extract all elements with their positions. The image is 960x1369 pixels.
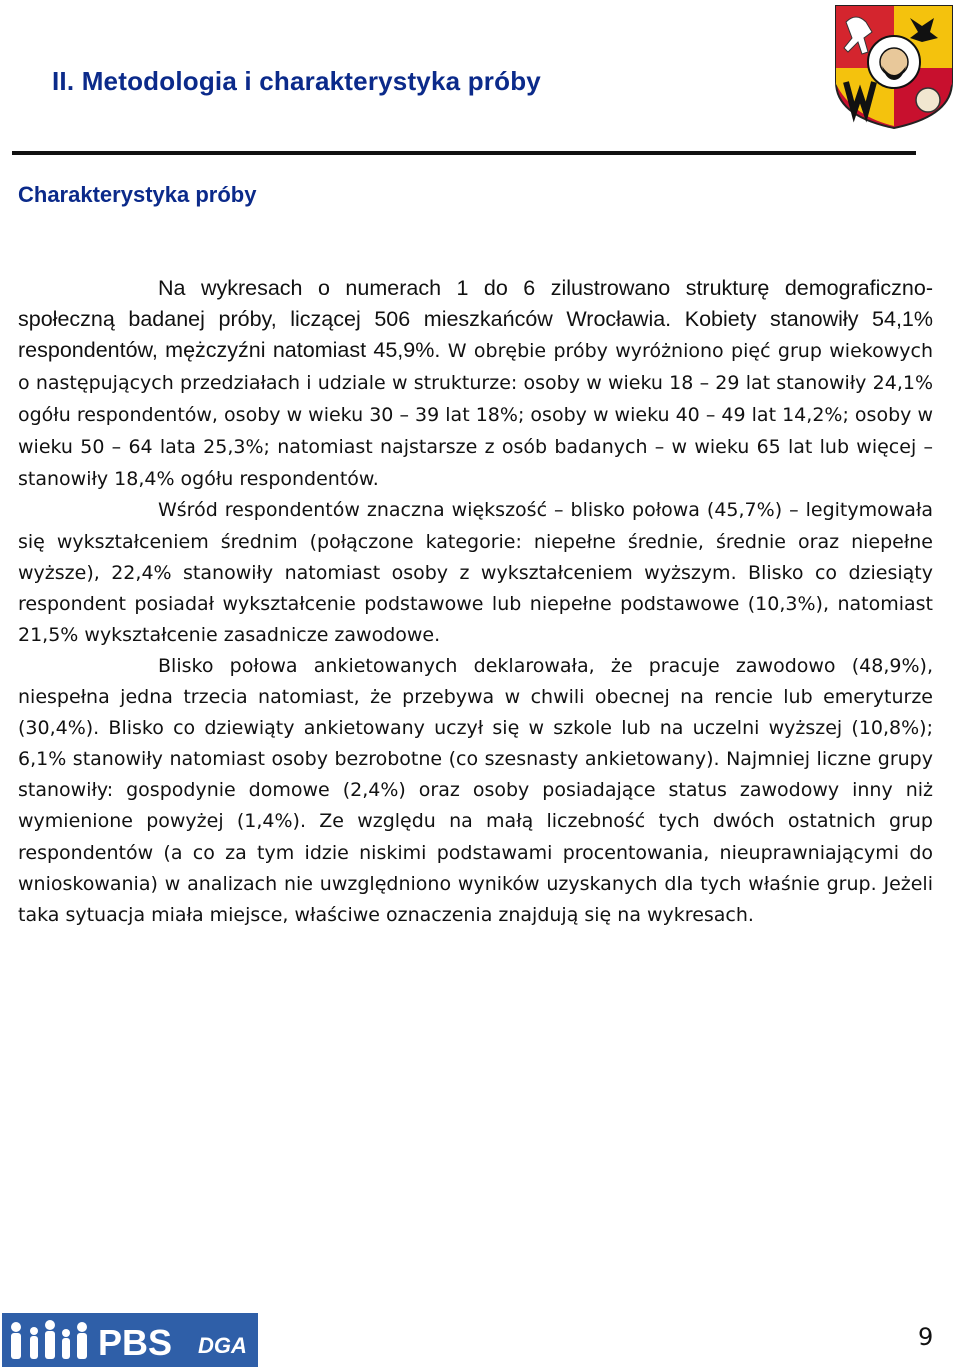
paragraph-1-lead: Na wykresach o numerach 1 do 6 zilustrowano strukturę demograficzno-społeczną badanej próby, liczącej 506 mieszkańców Wrocławia. Kobiety stanowiły 54,1% respondentów, mężczyźni natomiast 45,9%. [18,276,933,362]
body-text [18,273,933,931]
paragraph-1 [18,273,933,495]
paragraph-3: Blisko połowa ankietowanych deklarowała, że pracuje zawodowo (48,9%), niespełna jedna trzecia natomiast, że przebywa w chwili obecnej na rencie lub emeryturze (30,4%). Blisko co dziewiąty ankietowany uczył się w szkole lub na uczelni wyższej (10,8%); 6,1% stanowiły natomiast osoby bezrobotne (co szesnasty ankietowany). Najmniej liczne grupy stanowiły: gospodynie domowe (2,4%) oraz osoby posiadające status zawodowy inny niż wymienione powyżej (1,4%). Ze względu na małą liczebność tych dwóch ostatnich grup respondentów (a co za tym idzie niskimi podstawami procentowania, nieuprawniającymi do wnioskowania) w analizach nie uwzględniono wyników uzyskanych dla tych właśnie grup. Jeżeli taka sytuacja miała miejsce, właściwe oznaczenia znajdują się na wykresach. [18,654,933,926]
page-number: 9 [918,1323,934,1351]
paragraph-1-cont: W obrębie próby wyróżniono pięć grup wiekowych o następujących przedziałach i udziale w strukturze: osoby w wieku 18 – 29 lat stanowiły 24,1% ogółu respondentów, osoby w wieku 30 – 39 lat 18%; osoby w wieku 40 – 49 lat 14,2%; osoby w wieku 50 – 64 lata 25,3%; natomiast najstarsze z osób badanych – w wieku 65 lat lub więcej – stanowiły 18,4% ogółu respondentów. [18,340,933,491]
logo-sub-text: DGA [198,1333,247,1358]
logo-text: PBS [98,1322,173,1363]
section-title: II. Metodologia i charakterystyka próby [52,66,541,96]
wroclaw-coat-of-arms-icon [832,4,956,130]
pbs-dga-logo [2,1313,258,1367]
subsection-title: Charakterystyka próby [18,182,257,207]
header-rule [12,151,916,155]
paragraph-2: Wśród respondentów znaczna większość – blisko połowa (45,7%) – legitymowała się wykształceniem średnim (połączone kategorie: niepełne średnie, średnie oraz niepełne wyższe), 22,4% stanowiły natomiast osoby z wykształceniem wyższym. Blisko co dziesiąty respondent posiadał wykształcenie podstawowe lub niepełne podstawowe (10,3%), natomiast 21,5% wykształcenie zasadnicze zawodowe. [18,499,933,646]
